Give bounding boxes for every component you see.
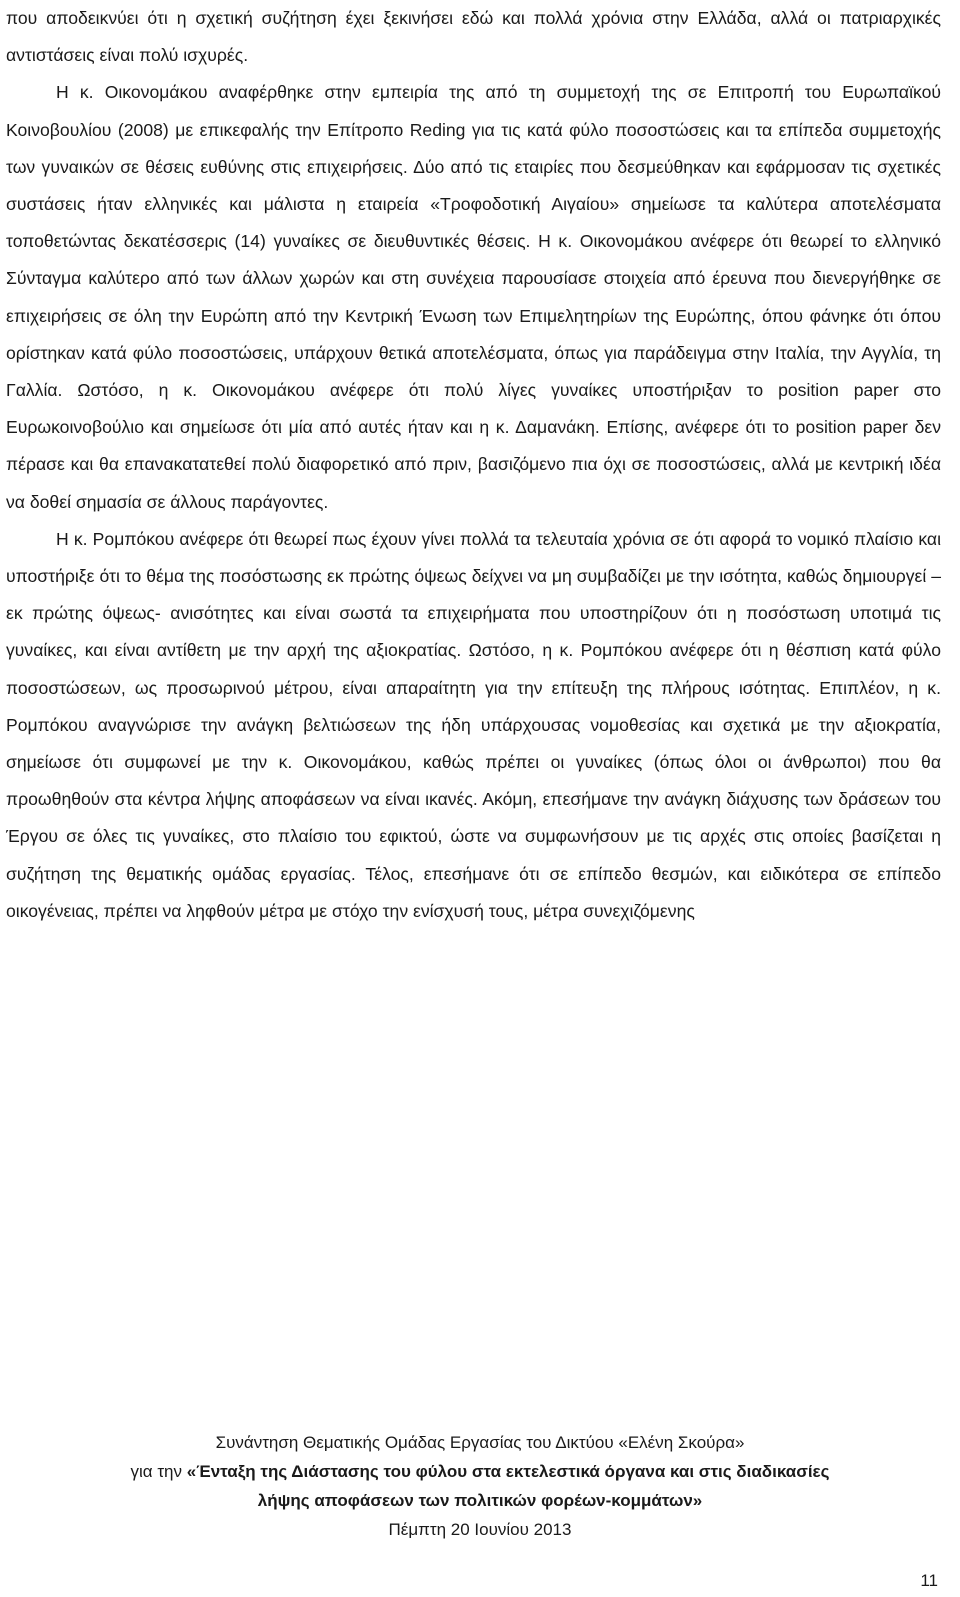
page-footer [0, 1428, 960, 1544]
footer-topic-bold-1: «Ένταξη της Διάστασης του φύλου στα εκτελεστικά όργανα και στις διαδικασίες [186, 1462, 830, 1481]
document-page [6, 0, 941, 930]
document-body [6, 0, 941, 930]
paragraph-2: Η κ. Οικονομάκου αναφέρθηκε στην εμπειρία της από τη συμμετοχή της σε Επιτροπή του Ευρωπαϊκού Κοινοβουλίου (2008) με επικεφαλής την Επίτροπο Reding για τις κατά φύλο ποσοστώσεις και τα επίπεδα συμμετοχής των γυναικών σε θέσεις ευθύνης στις επιχειρήσεις. Δύο από τις εταιρίες που δεσμεύθηκαν και εφάρμοσαν τις σχετικές συστάσεις ήταν ελληνικές και μάλιστα η εταιρεία «Τροφοδοτική Αιγαίου» σημείωσε τα καλύτερα αποτελέσματα τοποθετώντας δεκατέσσερις (14) γυναίκες σε διευθυντικές θέσεις. Η κ. Οικονομάκου ανέφερε ότι θεωρεί το ελληνικό Σύνταγμα καλύτερο από των άλλων χωρών και στη συνέχεια παρουσίασε στοιχεία από έρευνα που διενεργήθηκε σε επιχειρήσεις σε όλη την Ευρώπη από την Κεντρική Ένωση των Επιμελητηρίων της Ευρώπης, όπου φάνηκε ότι όπου ορίστηκαν κατά φύλο ποσοστώσεις, υπάρχουν θετικά αποτελέσματα, όπως για παράδειγμα στην Ιταλία, την Αγγλία, τη Γαλλία. Ωστόσο, η κ. Οικονομάκου ανέφερε ότι πολύ λίγες γυναίκες υποστήριξαν το position paper στο Ευρωκοινοβούλιο και σημείωσε ότι μία από αυτές ήταν και η κ. Δαμανάκη. Επίσης, ανέφερε ότι το position paper δεν πέρασε και θα επανακατατεθεί πολύ διαφορετικό από πριν, βασιζόμενο πια όχι σε ποσοστώσεις, αλλά με κεντρική ιδέα να δοθεί σημασία σε άλλους παράγοντες. [6, 82, 941, 512]
page-number: 11 [920, 1571, 938, 1590]
footer-topic-line-2 [0, 1486, 960, 1515]
footer-topic-line-1 [0, 1457, 960, 1486]
footer-topic-prefix: για την [130, 1462, 187, 1481]
footer-date: Πέμπτη 20 Ιουνίου 2013 [388, 1520, 572, 1539]
footer-topic-bold-2: λήψης αποφάσεων των πολιτικών φορέων-κομμάτων» [257, 1491, 703, 1510]
paragraph-1: που αποδεικνύει ότι η σχετική συζήτηση έχει ξεκινήσει εδώ και πολλά χρόνια στην Ελλάδα, αλλά οι πατριαρχικές αντιστάσεις είναι πολύ ισχυρές. [6, 8, 941, 66]
paragraph-3: Η κ. Ρομπόκου ανέφερε ότι θεωρεί πως έχουν γίνει πολλά τα τελευταία χρόνια σε ότι αφορά το νομικό πλαίσιο και υποστήριξε ότι το θέμα της ποσόστωσης εκ πρώτης όψεως δείχνει να μη συμβαδίζει με την ισότητα, καθώς δημιουργεί –εκ πρώτης όψεως- ανισότητες και είναι σωστά τα επιχειρήματα που υποστηρίζουν ότι η ποσόστωση υποτιμά τις γυναίκες, και είναι αντίθετη με την αρχή της αξιοκρατίας. Ωστόσο, η κ. Ρομπόκου ανέφερε ότι η θέσπιση κατά φύλο ποσοστώσεων, ως προσωρινού μέτρου, είναι απαραίτητη για την επίτευξη της πλήρους ισότητας. Επιπλέον, η κ. Ρομπόκου αναγνώρισε την ανάγκη βελτιώσεων της ήδη υπάρχουσας νομοθεσίας και σχετικά με την αξιοκρατία, σημείωσε ότι συμφωνεί με την κ. Οικονομάκου, καθώς πρέπει οι γυναίκες (όπως όλοι οι άνθρωποι) που θα προωθηθούν στα κέντρα λήψης αποφάσεων να είναι ικανές. Ακόμη, επεσήμανε την ανάγκη διάχυσης των δράσεων του Έργου σε όλες τις γυναίκες, στο πλαίσιο του εφικτού, ώστε να συμφωνήσουν με τις αρχές στις οποίες βασίζεται η συζήτηση της θεματικής ομάδας εργασίας. Τέλος, επεσήμανε ότι σε επίπεδο θεσμών, και ειδικότερα σε επίπεδο οικογένειας, πρέπει να ληφθούν μέτρα με στόχο την ενίσχυσή τους, μέτρα συνεχιζόμενης [6, 528, 941, 921]
footer-meeting-title: Συνάντηση Θεματικής Ομάδας Εργασίας του Δικτύου «Ελένη Σκούρα» [215, 1433, 745, 1452]
